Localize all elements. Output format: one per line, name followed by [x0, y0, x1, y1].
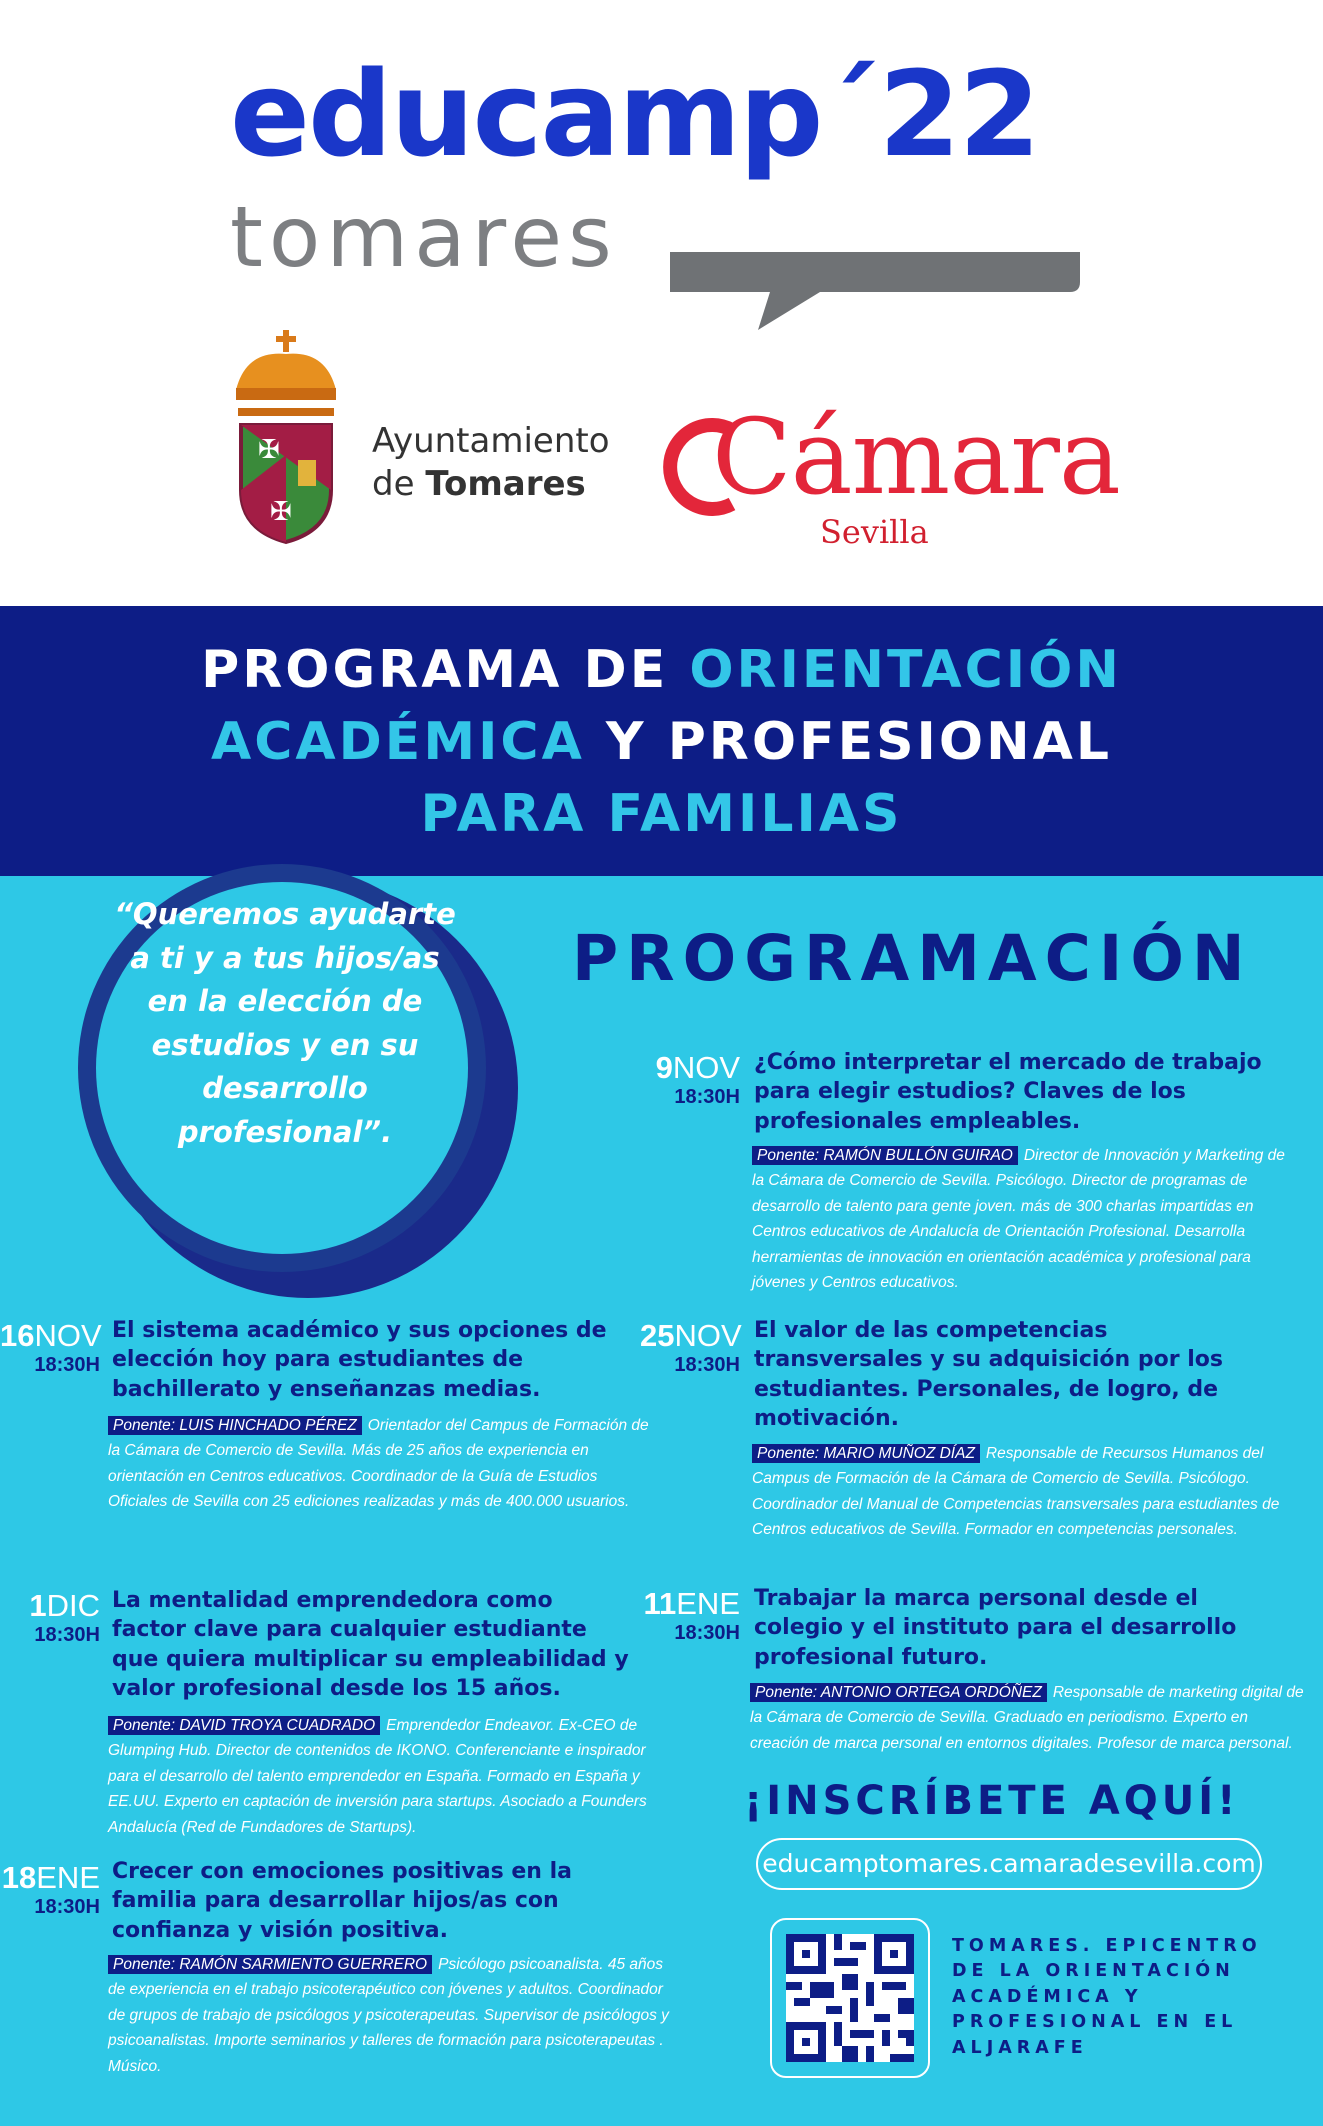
- event-title: El sistema académico y sus opciones de elección hoy para estudiantes de bachillerato y enseñanzas medias.: [112, 1318, 607, 1402]
- event-month: NOV: [674, 1318, 742, 1353]
- event-description: [108, 1713, 674, 1840]
- banner-line2-cyan: ACADÉMICA: [210, 712, 585, 772]
- event-time: 18:30H: [34, 1354, 100, 1376]
- banner-line1-cyan: ORIENTACIÓN: [689, 640, 1122, 700]
- event-title: El valor de las competencias transversales y su adquisición por los estudiantes. Personales, de logro, de motivación.: [754, 1318, 1223, 1432]
- event-day: 9: [655, 1050, 673, 1085]
- camara-name: Cámara: [712, 396, 1120, 518]
- event-title: La mentalidad emprendedora como factor clave para cualquier estudiante que quiera multiplicar su empleabilidad y valor profesional desde los 15 años.: [112, 1588, 629, 1702]
- speaker-label: Ponente: LUIS HINCHADO PÉREZ: [108, 1416, 362, 1435]
- quote-text: “Queremos ayudarte a ti y a tus hijos/as en la elección de estudios y en su desarrollo profesional”.: [114, 897, 456, 1149]
- event-date: [640, 1320, 740, 1375]
- event-date: [640, 1588, 740, 1643]
- event-month: DIC: [46, 1588, 100, 1623]
- event-time: 18:30H: [34, 1896, 100, 1918]
- camara-city: Sevilla: [820, 513, 929, 551]
- speaker-bio: Responsable de marketing digital de la Cámara de Comercio de Sevilla. Graduado en periodismo. Experto en creación de marca personal en entornos digitales. Profesor de marca personal.: [750, 1684, 1304, 1752]
- speaker-bio: Director de Innovación y Marketing de la Cámara de Comercio de Sevilla. Psicólogo. Director de programas de desarrollo de talento para gente joven. más de 300 charlas impartidas en Centros educativos de Andalucía de Orientación Profesional. Desarrolla herramientas de innovación en orientación académica y profesional para jóvenes y Centros educativos.: [752, 1147, 1285, 1292]
- educamp-logo-title: educamp´22: [230, 45, 1039, 183]
- event-date: [0, 1862, 100, 1917]
- tagline: TOMARES. EPICENTRO DE LA ORIENTACIÓN ACADÉMICA Y PROFESIONAL EN EL ALJARAFE: [952, 1936, 1262, 2058]
- event-day: 11: [643, 1586, 677, 1621]
- ayuntamiento-line2: [372, 463, 610, 506]
- speaker-label: Ponente: RAMÓN BULLÓN GUIRAO: [752, 1146, 1018, 1165]
- event-title: ¿Cómo interpretar el mercado de trabajo para elegir estudios? Claves de los profesionales empleables.: [754, 1050, 1262, 1134]
- educamp-logo-subtitle: tomares: [230, 188, 618, 286]
- header: [0, 0, 1323, 606]
- ayuntamiento-name: [372, 420, 610, 505]
- event-month: NOV: [672, 1050, 740, 1085]
- event-time: 18:30H: [674, 1622, 740, 1644]
- event-time: 18:30H: [34, 1624, 100, 1646]
- speaker-bio: Psicólogo psicoanalista. 45 años de experiencia en el trabajo psicoterapéutico con jóvenes y adultos. Coordinador de grupos de trabajo de psicólogos y psicoterapeutas. Supervisor de psicólogos y psicoanalistas. Importe seminarios y talleres de formación para psicoterapeutas . Músico.: [108, 1956, 669, 2075]
- banner-line1-white: PROGRAMA DE: [201, 640, 690, 700]
- event-description: [108, 1413, 656, 1515]
- registration-link[interactable]: educamptomares.camaradesevilla.com: [756, 1838, 1262, 1890]
- speech-bubble-icon: [670, 230, 1090, 340]
- banner-line-3: PARA FAMILIAS: [420, 784, 903, 844]
- svg-text:✠: ✠: [258, 435, 280, 465]
- programacion-title: PROGRAMACIÓN: [572, 922, 1253, 995]
- event-day: 18: [1, 1860, 37, 1895]
- speaker-bio: Responsable de Recursos Humanos del Campus de Formación de la Cámara de Comercio de Sevilla. Psicólogo. Coordinador del Manual de Competencias transversales para estudiantes de Centros educativos de Sevilla. Formador en competencias personales.: [752, 1445, 1280, 1539]
- banner-line-1: [0, 640, 1323, 700]
- qr-code-frame[interactable]: [770, 1918, 930, 2078]
- event-description: [108, 1952, 674, 2079]
- speaker-bio: Emprendedor Endeavor. Ex-CEO de Glumping Hub. Director de contenidos de IKONO. Conferenciante e inspirador para el desarrollo del talento emprendedor en España. Formado en España y EE.UU. Experto en captación de inversión para startups. Asociado a Founders Andalucía (Red de Fundadores de Startups).: [108, 1717, 647, 1836]
- ayuntamiento-shield-icon: [226, 330, 346, 545]
- event-day: 25: [640, 1318, 675, 1353]
- event-description: [750, 1680, 1306, 1756]
- event-description: [752, 1441, 1308, 1543]
- banner-line-2: [0, 712, 1323, 772]
- event-month: NOV: [34, 1318, 102, 1353]
- register-heading: ¡INSCRÍBETE AQUÍ!: [744, 1778, 1240, 1824]
- event-month: ENE: [36, 1860, 100, 1895]
- event-title: Trabajar la marca personal desde el colegio y el instituto para el desarrollo profesional futuro.: [754, 1586, 1237, 1670]
- ayuntamiento-line2-bold: Tomares: [425, 463, 586, 504]
- event-title: Crecer con emociones positivas en la familia para desarrollar hijos/as con confianza y visión positiva.: [112, 1859, 572, 1943]
- program-banner: [0, 606, 1323, 876]
- ayuntamiento-line1: Ayuntamiento: [372, 421, 610, 461]
- event-description: [752, 1143, 1300, 1295]
- speaker-label: Ponente: MARIO MUÑOZ DÍAZ: [752, 1444, 980, 1463]
- event-day: 16: [0, 1318, 35, 1353]
- event-month: ENE: [676, 1586, 740, 1621]
- event-date: [0, 1320, 100, 1375]
- speaker-label: Ponente: ANTONIO ORTEGA ORDÓÑEZ: [750, 1683, 1047, 1702]
- speaker-label: Ponente: RAMÓN SARMIENTO GUERRERO: [108, 1955, 432, 1974]
- event-date: [640, 1052, 740, 1107]
- event-time: 18:30H: [674, 1354, 740, 1376]
- event-day: 1: [29, 1588, 47, 1623]
- qr-code-icon: [786, 1934, 914, 2062]
- event-time: 18:30H: [674, 1086, 740, 1108]
- svg-text:✠: ✠: [270, 497, 292, 527]
- speaker-label: Ponente: DAVID TROYA CUADRADO: [108, 1716, 380, 1735]
- banner-line2-white: Y PROFESIONAL: [584, 712, 1112, 772]
- speaker-bio: Orientador del Campus de Formación de la Cámara de Comercio de Sevilla. Más de 25 años de experiencia en orientación en Centros educativos. Coordinador de la Guía de Estudios Oficiales de Sevilla con 25 ediciones realizadas y más de 400.000 usuarios.: [108, 1417, 649, 1511]
- ayuntamiento-line2-prefix: de: [372, 463, 426, 504]
- event-date: [0, 1590, 100, 1645]
